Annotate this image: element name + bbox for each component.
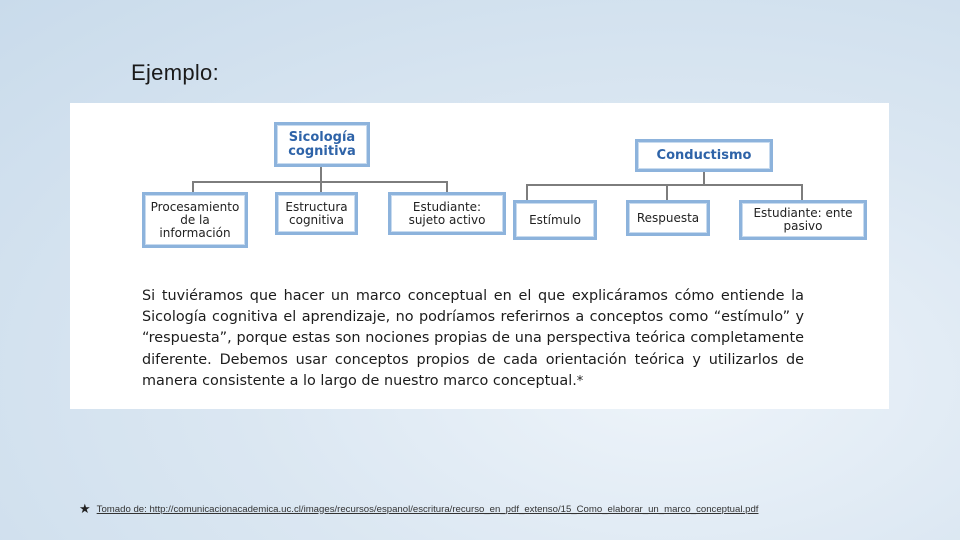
node-label: Respuesta [636, 210, 700, 225]
node-label: Estudiante: sujeto activo [408, 199, 486, 227]
node-conductismo [635, 139, 773, 172]
node-estructura-cognitiva [275, 192, 358, 235]
node-sicologia-cognitiva [274, 122, 370, 167]
node-respuesta [626, 200, 710, 236]
node-estudiante-sujeto-activo [388, 192, 506, 235]
asterisk-marker: * [576, 373, 584, 389]
paragraph-text: Si tuviéramos que hacer un marco conceptual en el que explicáramos cómo entiende la Sicología cognitiva el aprendizaje, no podríamos referirnos a conceptos como “estímulo” y “respuesta”, porque estas son nociones propias de una perspectiva teórica completamente diferente. Debemos usar conceptos propios de cada orientación teórica y utilizarlos de manera consistente a lo largo de nuestro marco conceptual. [142, 288, 804, 389]
connector-line [666, 184, 668, 201]
node-estudiante-ente-pasivo [739, 200, 867, 240]
connector-line [703, 170, 705, 184]
node-estimulo [513, 200, 597, 240]
connector-line [526, 184, 803, 186]
connector-line [526, 184, 528, 201]
node-procesamiento-informacion [142, 192, 248, 248]
connector-line [801, 184, 803, 201]
explanation-paragraph [142, 286, 804, 392]
node-label: Procesamiento de la información [150, 199, 240, 240]
node-label: Estudiante: ente pasivo [753, 206, 853, 233]
connector-line [320, 165, 322, 181]
node-label: Conductismo [656, 147, 752, 163]
source-link[interactable]: Tomado de: http://comunicacionacademica.uc.cl/images/recursos/espanol/escritura/recurso_en_pdf_extenso/15_Como_elaborar_un_marco_conceptual.pdf [96, 503, 759, 515]
node-label: Estímulo [529, 212, 581, 227]
node-label: Estructura cognitiva [285, 199, 348, 227]
concept-diagram-figure [70, 103, 889, 409]
star-icon: ★ [79, 501, 91, 516]
source-footnote [79, 501, 758, 517]
node-label: Sicología cognitiva [288, 129, 356, 159]
slide-title: Ejemplo: [131, 60, 219, 85]
